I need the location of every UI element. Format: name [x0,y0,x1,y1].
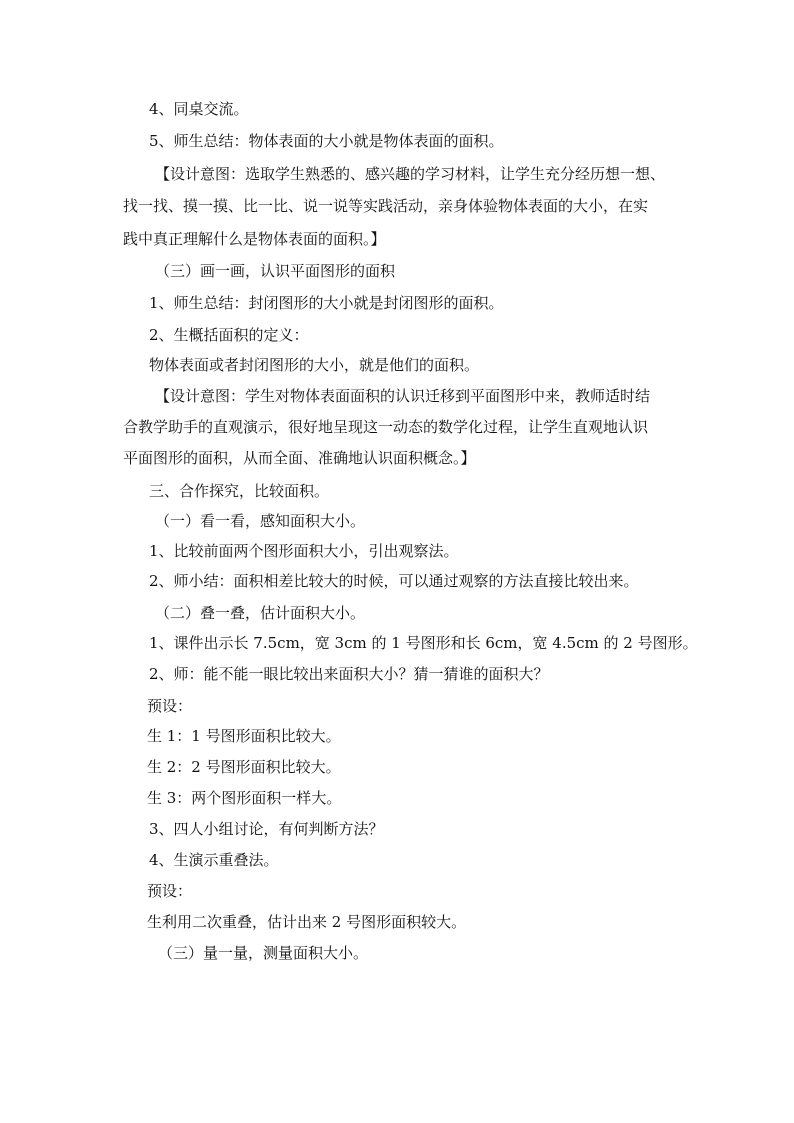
doc-line: 生 3：两个图形面积一样大。 [147,789,342,807]
doc-line: 生 1：1 号图形面积比较大。 [147,727,341,745]
doc-line: 生 2：2 号图形面积比较大。 [147,758,341,776]
doc-line: 4、生演示重叠法。 [149,851,279,869]
doc-line: 三、合作探究，比较面积。 [149,482,330,500]
doc-line: 4、同桌交流。 [149,100,249,118]
doc-line: （三）画一画，认识平面图形的面积 [155,262,396,280]
doc-line: 1、比较前面两个图形面积大小，引出观察法。 [149,542,459,560]
doc-line: 【设计意图：学生对物体表面面积的认识迁移到平面图形中来，教师适时结 [155,387,651,405]
doc-line: 找一找、摸一摸、比一比、说一说等实践活动，亲身体验物体表面的大小，在实 [123,197,649,215]
doc-line: 平面图形的面积，从而全面、准确地认识面积概念。】 [123,449,476,467]
doc-line: 合教学助手的直观演示，很好地呈现这一动态的数学化过程，让学生直观地认识 [123,418,649,436]
doc-line: 2、师：能不能一眼比较出来面积大小？猜一猜谁的面积大？ [149,665,549,683]
doc-line: 【设计意图：选取学生熟悉的、感兴趣的学习材料，让学生充分经历想一想、 [155,165,666,183]
doc-line: 预设： [147,697,193,715]
doc-line: 2、师小结：面积相差比较大的时候，可以通过观察的方法直接比较出来。 [149,572,639,590]
doc-line: 生利用二次重叠，估计出来 2 号图形面积较大。 [147,913,467,931]
doc-line: 1、课件出示长 7.5cm，宽 3cm 的 1 号图形和长 6cm，宽 4.5cm 的 2 号图形。 [149,634,698,652]
doc-line: 1、师生总结：封闭图形的大小就是封闭图形的面积。 [149,294,504,312]
doc-line: （三）量一量，测量面积大小。 [158,944,369,962]
doc-line: 践中真正理解什么是物体表面的面积。】 [123,230,386,248]
doc-line: 2、生概括面积的定义： [149,326,309,344]
doc-line: 5、师生总结：物体表面的大小就是物体表面的面积。 [149,132,504,150]
doc-line: 3、四人小组讨论，有何判断方法？ [149,820,384,838]
doc-line: 预设： [147,882,193,900]
doc-line: （二）叠一叠，估计面积大小。 [155,604,366,622]
doc-line: （一）看一看，感知面积大小。 [155,512,366,530]
doc-line: 物体表面或者封闭图形的大小，就是他们的面积。 [149,356,480,374]
